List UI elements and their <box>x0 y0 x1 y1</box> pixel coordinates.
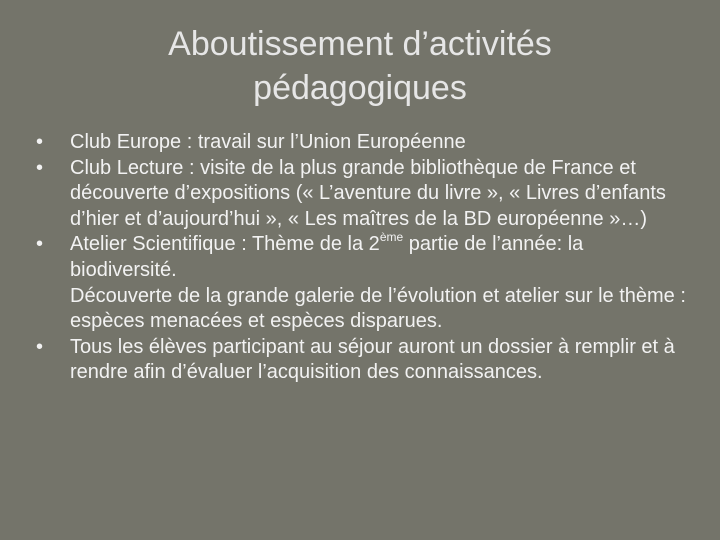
bullet-icon: • <box>36 233 44 256</box>
bullet-continuation-text: Découverte de la grande galerie de l’évolution et atelier sur le thème : espèces menacées et espèces disparues. <box>70 284 686 333</box>
slide-title-line-1: Aboutissement d’activités <box>168 25 552 63</box>
bullet-text-start: Atelier Scientifique : Thème de la 2 <box>70 233 380 256</box>
bullet-text: Club Europe : travail sur l’Union Européenne <box>70 131 466 153</box>
bullet-item-club-europe <box>36 130 686 156</box>
bullet-item-atelier-scientifique <box>36 229 686 334</box>
bullet-text: Club Lecture : visite de la plus grande bibliothèque de France et découverte d’expositions (« L’aventure du livre », « Livres d’enfants d’hier et d’aujourd’hui », « Les maîtres de la BD européenne »…) <box>70 156 666 230</box>
bullet-item-club-lecture <box>36 156 686 233</box>
bullet-icon: • <box>36 131 44 153</box>
bullet-text: Tous les élèves participant au séjour auront un dossier à remplir et à rendre afin d’évaluer l’acquisition des connaissances. <box>70 335 675 384</box>
bullet-text-superscript: ème <box>379 229 404 244</box>
slide-title <box>60 22 660 110</box>
bullet-item-dossier <box>36 335 686 386</box>
bullet-text-end: partie de l’année: la biodiversité. <box>70 233 584 281</box>
bullet-icon: • <box>36 156 44 179</box>
slide-title-line-2: pédagogiques <box>253 69 467 107</box>
bullet-list <box>36 130 686 386</box>
bullet-icon: • <box>36 335 44 358</box>
